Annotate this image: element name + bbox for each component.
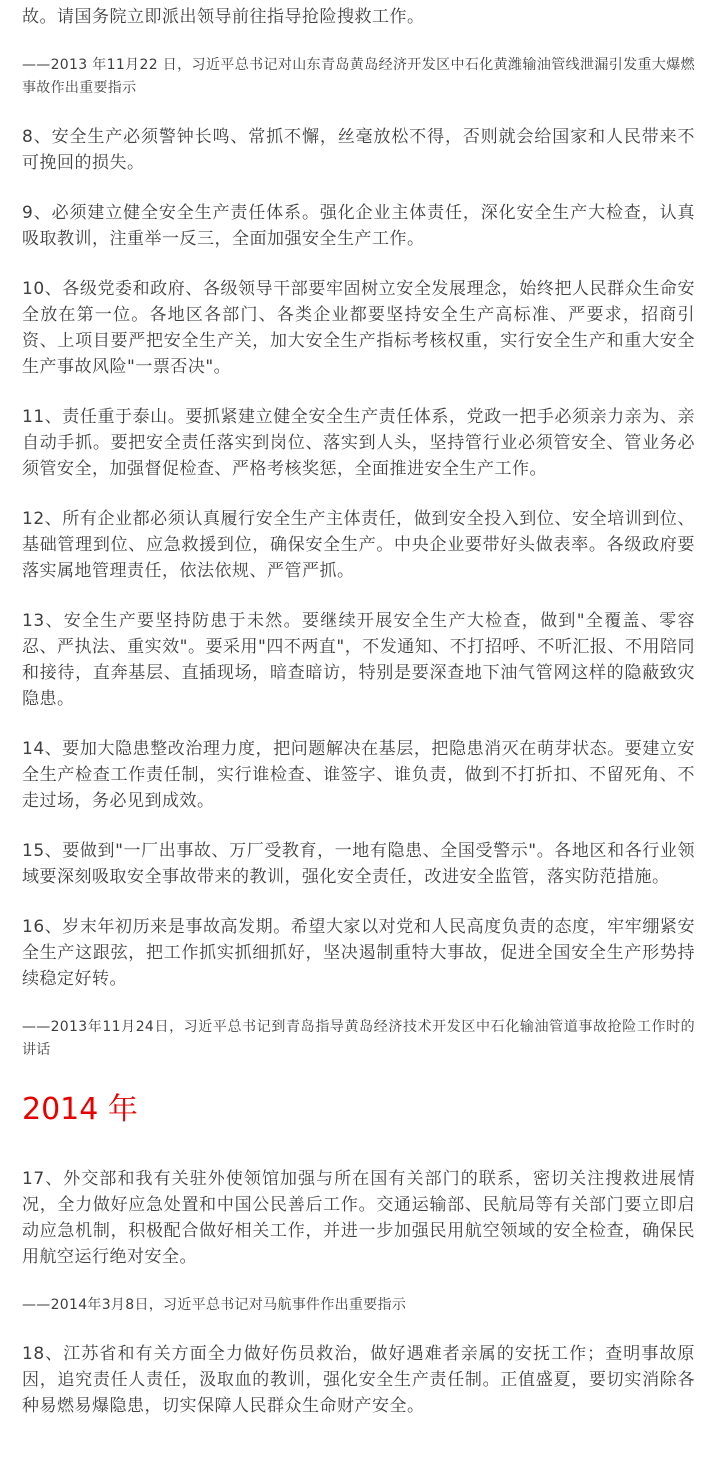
year-heading: 2014 年 — [22, 1092, 138, 1127]
paragraph: 14、要加大隐患整改治理力度，把问题解决在基层，把隐患消灭在萌芽状态。要建立安全生产检查工作责任制，实行谁检查、谁签字、谁负责，做到不打折扣、不留死角、不走过场，务必见到成效。 — [22, 739, 695, 811]
paragraph: 10、各级党委和政府、各级领导干部要牢固树立安全发展理念，始终把人民群众生命安全放在第一位。各地区各部门、各类企业都要坚持安全生产高标准、严要求，招商引资、上项目要严把安全生产关，加大安全生产指标考核权重，实行安全生产和重大安全生产事故风险"一票否决"。 — [22, 279, 695, 377]
paragraph: 13、安全生产要坚持防患于未然。要继续开展安全生产大检查，做到"全覆盖、零容忍、严执法、重实效"。要采用"四不两直"，不发通知、不打招呼、不听汇报、不用陪同和接待，直奔基层、直插现场，暗查暗访，特别是要深查地下油气管网这样的隐蔽致灾隐患。 — [22, 611, 695, 709]
attribution-line: ——2013年11月24日，习近平总书记到青岛指导黄岛经济技术开发区中石化输油管道事故抢险工作时的讲话 — [22, 1019, 695, 1058]
attribution-line: ——2013 年11月22 日，习近平总书记对山东青岛黄岛经济开发区中石化黄潍输油管线泄漏引发重大爆燃事故作出重要指示 — [22, 57, 695, 96]
paragraph: 11、责任重于泰山。要抓紧建立健全安全生产责任体系，党政一把手必须亲力亲为、亲自动手抓。要把安全责任落实到岗位、落实到人头，坚持管行业必须管安全、管业务必须管安全，加强督促检查、严格考核奖惩，全面推进安全生产工作。 — [22, 407, 695, 479]
paragraph: 15、要做到"一厂出事故、万厂受教育，一地有隐患、全国受警示"。各地区和各行业领域要深刻吸取安全事故带来的教训，强化安全责任，改进安全监管，落实防范措施。 — [22, 841, 695, 887]
paragraph: 12、所有企业都必须认真履行安全生产主体责任，做到安全投入到位、安全培训到位、基础管理到位、应急救援到位，确保安全生产。中央企业要带好头做表率。各级政府要落实属地管理责任，依法依规、严管严抓。 — [22, 509, 695, 581]
attribution-line: ——2014年3月8日，习近平总书记对马航事件作出重要指示 — [22, 1297, 407, 1313]
paragraph: 9、必须建立健全安全生产责任体系。强化企业主体责任，深化安全生产大检查，认真吸取教训，注重举一反三，全面加强安全生产工作。 — [22, 203, 695, 249]
paragraph: 故。请国务院立即派出领导前往指导抢险搜救工作。 — [22, 7, 425, 27]
paragraph: 16、岁末年初历来是事故高发期。希望大家以对党和人民高度负责的态度，牢牢绷紧安全生产这跟弦，把工作抓实抓细抓好，坚决遏制重特大事故，促进全国安全生产形势持续稳定好转。 — [22, 917, 695, 989]
paragraph: 17、外交部和我有关驻外使领馆加强与所在国有关部门的联系，密切关注搜救进展情况，全力做好应急处置和中国公民善后工作。交通运输部、民航局等有关部门要立即启动应急机制，积极配合做好相关工作，并进一步加强民用航空领域的安全检查，确保民用航空运行绝对安全。 — [22, 1169, 695, 1267]
paragraph: 18、江苏省和有关方面全力做好伤员救治，做好遇难者亲属的安抚工作；查明事故原因，追究责任人责任，汲取血的教训，强化安全生产责任制。正值盛夏，要切实消除各种易燃易爆隐患，切实保障人民群众生命财产安全。 — [22, 1344, 695, 1416]
paragraph: 8、安全生产必须警钟长鸣、常抓不懈，丝毫放松不得，否则就会给国家和人民带来不可挽回的损失。 — [22, 127, 695, 173]
